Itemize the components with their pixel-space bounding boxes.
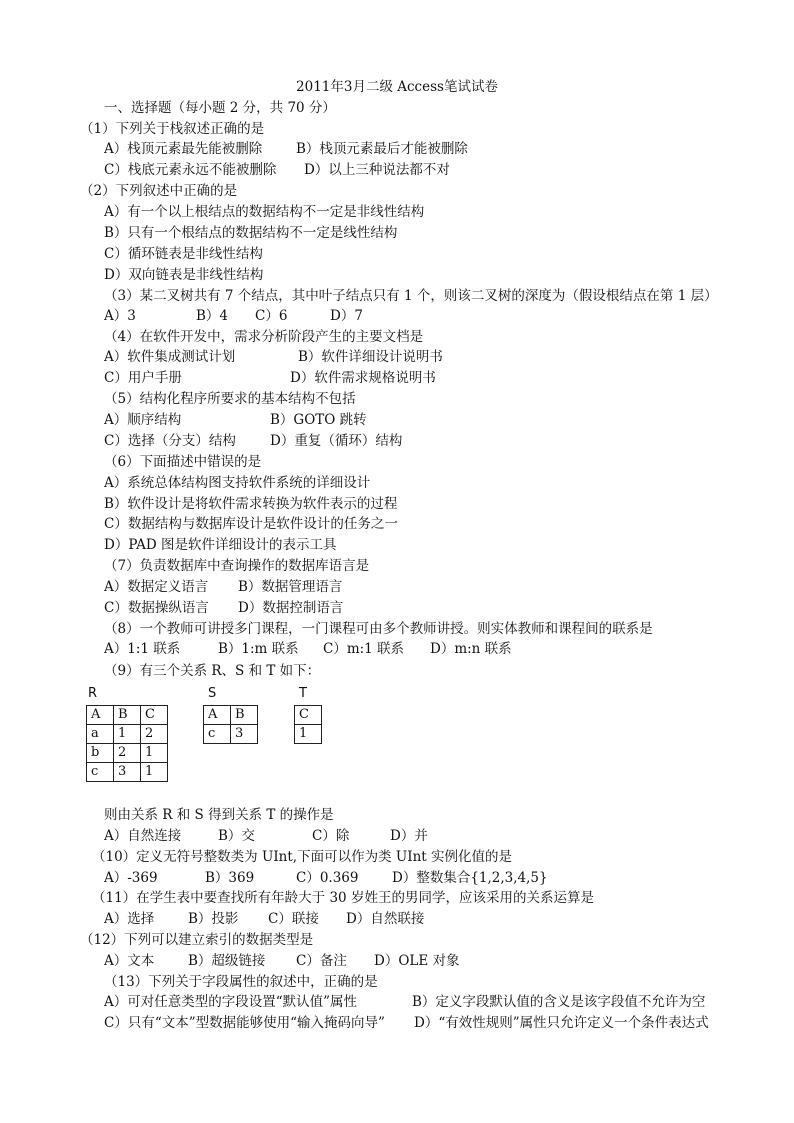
option: A）选择 bbox=[104, 911, 155, 927]
option: D）“有效性规则”属性只允许定义一个条件表达式 bbox=[414, 1015, 709, 1031]
page-title: 2011年3月二级 Access笔试试卷 bbox=[296, 79, 498, 95]
table-cell: b bbox=[87, 744, 114, 763]
option: D）重复（循环）结构 bbox=[270, 433, 403, 449]
option: C）数据结构与数据库设计是软件设计的任务之一 bbox=[104, 516, 398, 532]
option: A）系统总体结构图支持软件系统的详细设计 bbox=[104, 475, 371, 491]
option: B）只有一个根结点的数据结构不一定是线性结构 bbox=[104, 225, 398, 241]
option: C）用户手册 bbox=[104, 370, 182, 386]
option: B）软件设计是将软件需求转换为软件表示的过程 bbox=[104, 496, 398, 512]
option: A）文本 bbox=[104, 953, 155, 969]
table-cell: 1 bbox=[141, 763, 168, 782]
table-cell: 1 bbox=[114, 725, 141, 744]
table-cell: 2 bbox=[114, 744, 141, 763]
option: B）4 bbox=[196, 308, 229, 324]
table-cell: c bbox=[87, 763, 114, 782]
option: C）除 bbox=[312, 828, 350, 844]
table-cell: A bbox=[204, 706, 231, 725]
option: C）6 bbox=[255, 308, 288, 324]
option: A）数据定义语言 bbox=[104, 579, 209, 595]
question-stem: （8）一个教师可讲授多门课程，一门课程可由多个教师讲授。则实体教师和课程间的联系是 bbox=[104, 621, 653, 637]
table-cell: C bbox=[295, 706, 322, 725]
table-cell: 2 bbox=[141, 725, 168, 744]
option: A）-369 bbox=[104, 870, 158, 886]
relation-s-table bbox=[203, 705, 258, 744]
relation-s-label: S bbox=[208, 686, 217, 701]
option: D）以上三种说法都不对 bbox=[304, 162, 450, 178]
question-stem: （6）下面描述中错误的是 bbox=[104, 454, 262, 470]
option: A）可对任意类型的字段设置“默认值”属性 bbox=[104, 994, 358, 1010]
option: C）选择（分支）结构 bbox=[104, 433, 236, 449]
question-stem: （1）下列关于栈叙述正确的是 bbox=[80, 121, 265, 137]
option: B）数据管理语言 bbox=[238, 579, 343, 595]
question-stem: （3）某二叉树共有 7 个结点，其中叶子结点只有 1 个，则该二叉树的深度为（假设根结点在第 1 层） bbox=[104, 288, 718, 304]
option: A）1:1 联系 bbox=[104, 641, 181, 657]
option: C）联接 bbox=[268, 911, 319, 927]
question-stem: （13）下列关于字段属性的叙述中，正确的是 bbox=[104, 974, 378, 990]
option: C）循环链表是非线性结构 bbox=[104, 246, 263, 262]
option: B）软件详细设计说明书 bbox=[298, 349, 443, 365]
option: B）GOTO 跳转 bbox=[270, 412, 367, 428]
relation-r-label: R bbox=[88, 686, 98, 701]
option: D）数据控制语言 bbox=[238, 600, 344, 616]
table-cell: 3 bbox=[114, 763, 141, 782]
table-cell: a bbox=[87, 725, 114, 744]
option: D）软件需求规格说明书 bbox=[290, 370, 436, 386]
option: A）顺序结构 bbox=[104, 412, 182, 428]
option: B）栈顶元素最后才能被删除 bbox=[296, 141, 468, 157]
question-stem: （4）在软件开发中，需求分析阶段产生的主要文档是 bbox=[104, 329, 424, 345]
option: B）投影 bbox=[188, 911, 239, 927]
question-stem: （11）在学生表中要查找所有年龄大于 30 岁姓王的男同学，应该采用的关系运算是 bbox=[92, 890, 594, 906]
option: C）备注 bbox=[296, 953, 347, 969]
table-cell: B bbox=[231, 706, 258, 725]
option: B）超级链接 bbox=[188, 953, 266, 969]
option: B）定义字段默认值的含义是该字段值不允许为空 bbox=[412, 994, 706, 1010]
section-heading: 一、选择题（每小题 2 分，共 70 分） bbox=[104, 100, 336, 116]
option: D）7 bbox=[330, 308, 363, 324]
option: A）自然连接 bbox=[104, 828, 182, 844]
option: D）自然联接 bbox=[346, 911, 425, 927]
option: A）栈顶元素最先能被删除 bbox=[104, 141, 263, 157]
option: B）交 bbox=[218, 828, 255, 844]
table-cell: A bbox=[87, 706, 114, 725]
question-stem: （12）下列可以建立索引的数据类型是 bbox=[80, 932, 314, 948]
table-cell: 1 bbox=[295, 725, 322, 744]
question-stem: （10）定义无符号整数类为 UInt,下面可以作为类 UInt 实例化值的是 bbox=[92, 849, 513, 865]
option: D）OLE 对象 bbox=[374, 953, 460, 969]
option: D）双向链表是非线性结构 bbox=[104, 267, 264, 283]
option: C）只有“文本”型数据能够使用“输入掩码向导” bbox=[104, 1015, 385, 1031]
option: A）有一个以上根结点的数据结构不一定是非线性结构 bbox=[104, 204, 425, 220]
question-stem: （7）负责数据库中查询操作的数据库语言是 bbox=[104, 558, 370, 574]
table-cell: 3 bbox=[231, 725, 258, 744]
option: C）0.369 bbox=[296, 870, 359, 886]
table-cell: c bbox=[204, 725, 231, 744]
option: B）369 bbox=[205, 870, 255, 886]
option: C）数据操纵语言 bbox=[104, 600, 209, 616]
table-cell: C bbox=[141, 706, 168, 725]
option: D）m:n 联系 bbox=[430, 641, 512, 657]
question-stem: （2）下列叙述中正确的是 bbox=[80, 183, 238, 199]
question-stem: （9）有三个关系 R、S 和 T 如下： bbox=[104, 663, 321, 679]
option: D）PAD 图是软件详细设计的表示工具 bbox=[104, 537, 337, 553]
question-stem: （5）结构化程序所要求的基本结构不包括 bbox=[104, 391, 356, 407]
table-cell: 1 bbox=[141, 744, 168, 763]
option: A）软件集成测试计划 bbox=[104, 349, 236, 365]
option: B）1:m 联系 bbox=[218, 641, 299, 657]
option: C）栈底元素永远不能被删除 bbox=[104, 162, 277, 178]
relation-t-table bbox=[294, 705, 322, 744]
option: C）m:1 联系 bbox=[323, 641, 405, 657]
option: D）并 bbox=[390, 828, 428, 844]
table-cell: B bbox=[114, 706, 141, 725]
question-followup: 则由关系 R 和 S 得到关系 T 的操作是 bbox=[104, 807, 334, 823]
option: D）整数集合{1,2,3,4,5} bbox=[392, 870, 548, 886]
relation-r-table bbox=[86, 705, 168, 782]
option: A）3 bbox=[104, 308, 136, 324]
relation-t-label: T bbox=[299, 686, 307, 701]
